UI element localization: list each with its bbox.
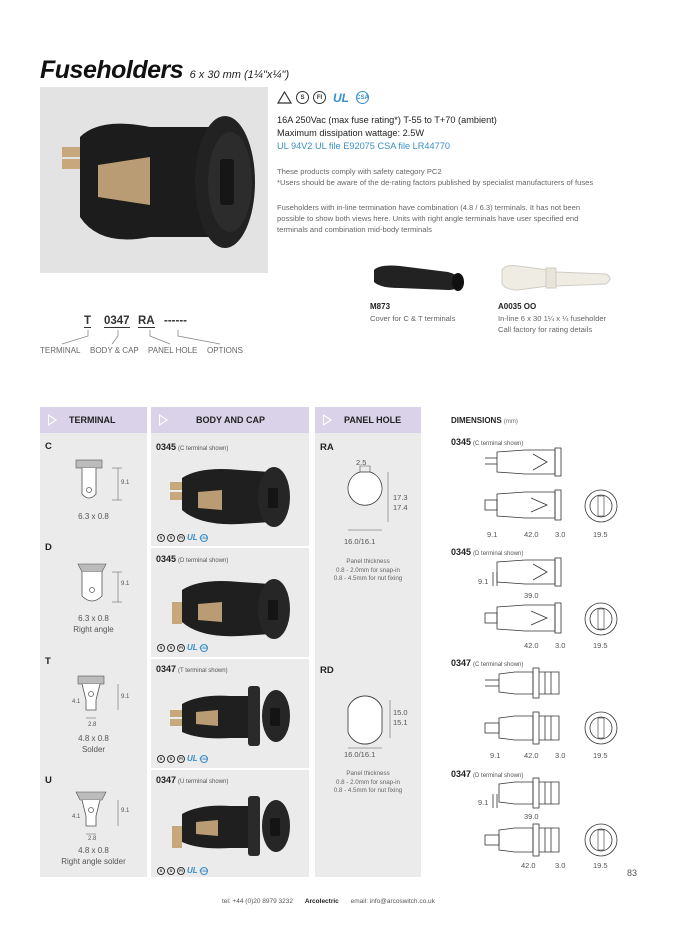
body-code-4	[156, 775, 228, 785]
terminal-t-size: 4.8 x 0.8	[78, 734, 109, 743]
panel-rd-w: 16.0/16.1	[344, 750, 376, 759]
body-0347-u-image	[170, 790, 295, 862]
body-code-2-shown: (D terminal shown)	[178, 558, 229, 564]
dim-1-b: 42.0	[524, 530, 539, 539]
note-inline-3: terminals and combination mid-body terminals	[277, 225, 432, 234]
s-cert-icon: S	[167, 755, 175, 763]
page-number: 83	[627, 868, 638, 878]
panel-hole-rd-drawing	[340, 696, 420, 756]
terminal-column-header	[40, 407, 147, 433]
dim-0345-d-top	[485, 603, 575, 633]
body-3-certs	[157, 754, 208, 763]
ul-cert-icon: UL	[187, 754, 198, 763]
spec-rating: 16A 250Vac (max fuse rating*) T-55 to T+70 (ambient)	[277, 115, 497, 125]
panel-note-line: 0.8 - 2.0mm for snap-in	[336, 778, 400, 786]
terminal-c-drawing	[72, 460, 134, 512]
dimensions-title: DIMENSIONS	[451, 416, 502, 425]
fi-cert-icon: FI	[313, 91, 326, 104]
panel-ra-h2: 17.4	[393, 503, 408, 512]
body-cap-column-header	[151, 407, 309, 433]
body-code-3	[156, 664, 228, 674]
play-arrow-icon	[48, 414, 57, 426]
panel-hole-column-header	[315, 407, 421, 433]
body-0345-d-image	[170, 572, 295, 642]
body-code-4-shown: (U terminal shown)	[178, 779, 229, 785]
dim-3-b: 42.0	[524, 751, 539, 760]
body-0347-t-image	[170, 680, 295, 752]
vde-cert-icon	[277, 91, 292, 104]
ul-cert-icon: UL	[333, 90, 349, 105]
body-1-certs	[157, 533, 208, 542]
ul-cert-icon: UL	[187, 533, 198, 542]
s-cert-icon: S	[167, 644, 175, 652]
terminal-d-size: 6.3 x 0.8	[78, 614, 109, 623]
dim-4-e: 19.5	[593, 861, 608, 870]
dim-code-4-shown: (D terminal shown)	[473, 773, 524, 779]
terminal-u-dim2: 4.1	[72, 814, 81, 820]
body-code-2-number: 0345	[156, 554, 177, 564]
accessory-desc-a0035-1: In-line 6 x 30 1¼ x ¼ fuseholder	[498, 314, 607, 323]
s-cert-icon: S	[157, 867, 165, 875]
dim-0345-c-front	[583, 488, 619, 524]
dim-code-1-number: 0345	[451, 437, 472, 447]
csa-cert-icon: CSA	[199, 535, 208, 540]
dim-0345-c-side	[485, 448, 575, 476]
terminal-t-type: Solder	[81, 745, 106, 754]
dim-0347-d-side	[485, 778, 575, 810]
terminal-u-dim: 9.1	[121, 808, 130, 814]
order-label-body: BODY & CAP	[90, 346, 139, 355]
panel-note-line: 0.8 - 4.5mm for nut fixing	[333, 575, 403, 582]
note-inline-1: Fuseholders with in-line termination have combination (4.8 / 6.3) terminals. It has not been	[277, 203, 581, 212]
panel-ra-w: 16.0/16.1	[344, 537, 376, 546]
certification-marks	[277, 91, 369, 104]
dim-code-2-shown: (D terminal shown)	[473, 551, 524, 557]
footer-tel: tel: +44 (0)20 8979 3232	[222, 898, 294, 905]
body-code-2	[156, 554, 228, 564]
csa-cert-icon: CSA	[356, 91, 369, 104]
dim-2-c: 42.0	[524, 641, 539, 650]
terminal-t-dim: 9.1	[121, 694, 130, 700]
panel-hole-code-rd: RD	[320, 665, 334, 676]
s-cert-icon: S	[296, 91, 309, 104]
panel-hole-ra-drawing	[340, 462, 420, 542]
note-inline-2: possible to show both views here. Units with right angle terminals have user specified end	[277, 214, 579, 223]
dim-2-e: 19.5	[593, 641, 608, 650]
dim-0347-c-side	[485, 668, 575, 698]
terminal-u-drawing	[72, 790, 134, 844]
row-divider	[151, 768, 309, 770]
row-divider	[151, 657, 309, 659]
page-title	[40, 56, 289, 85]
s-cert-icon: S	[157, 534, 165, 542]
dim-1-c: 3.0	[555, 530, 566, 539]
csa-cert-icon: CSA	[199, 645, 208, 650]
body-2-certs	[157, 643, 208, 652]
csa-cert-icon: CSA	[199, 756, 208, 761]
terminal-letter-d: D	[45, 542, 52, 553]
terminal-u-size: 4.8 x 0.8	[78, 846, 109, 855]
dim-code-3-number: 0347	[451, 658, 472, 668]
panel-note-line: 0.8 - 2.0mm for snap-in	[336, 566, 400, 574]
terminal-column-title: TERMINAL	[69, 415, 116, 425]
dim-code-3	[451, 658, 523, 668]
title-main: Fuseholders	[40, 56, 184, 84]
order-part-panel: RA	[138, 315, 155, 327]
note-derating: *Users should be aware of the de-rating factors published by specialist manufacturers of fuses	[277, 178, 594, 187]
accessory-code-a0035: A0035 OO	[498, 302, 537, 311]
s-cert-icon: S	[167, 534, 175, 542]
body-code-1	[156, 442, 228, 452]
panel-note-line: Panel thickness	[346, 558, 390, 565]
terminal-letter-t: T	[45, 656, 51, 667]
body-code-4-number: 0347	[156, 775, 177, 785]
terminal-t-dim3: 2.8	[88, 722, 97, 728]
body-code-3-shown: (T terminal shown)	[178, 668, 228, 674]
play-arrow-icon	[323, 414, 332, 426]
panel-rd-h2: 15.1	[393, 718, 408, 727]
dim-0347-d-front	[583, 822, 619, 858]
play-arrow-icon	[159, 414, 168, 426]
panel-note-line: 0.8 - 4.5mm for nut fixing	[333, 787, 403, 794]
spec-wattage: Maximum dissipation wattage: 2.5W	[277, 128, 425, 138]
order-label-options: OPTIONS	[207, 346, 244, 355]
footer	[222, 898, 435, 905]
dim-2-d: 3.0	[555, 641, 566, 650]
fi-cert-icon: FI	[177, 867, 185, 875]
fi-cert-icon: FI	[177, 534, 185, 542]
dim-3-a: 9.1	[490, 751, 501, 760]
terminal-letter-c: C	[45, 441, 52, 452]
spec-files: UL 94V2 UL file E92075 CSA file LR44770	[277, 141, 450, 151]
ul-cert-icon: UL	[187, 643, 198, 652]
dim-4-d: 3.0	[555, 861, 566, 870]
dim-2-a: 9.1	[478, 577, 489, 586]
fi-cert-icon: FI	[177, 644, 185, 652]
dim-code-2	[451, 547, 523, 557]
title-sub: 6 x 30 mm (1¼"x¼")	[189, 69, 290, 81]
dim-code-4-number: 0347	[451, 769, 472, 779]
s-cert-icon: S	[167, 867, 175, 875]
terminal-d-type: Right angle	[73, 625, 114, 634]
body-code-3-number: 0347	[156, 664, 177, 674]
terminal-t-drawing	[72, 674, 134, 728]
a0035-inline-image	[498, 258, 618, 298]
dim-code-2-number: 0345	[451, 547, 472, 557]
body-4-certs	[157, 866, 208, 875]
terminal-c-dim: 9.1	[121, 480, 130, 486]
terminal-d-drawing	[76, 562, 136, 612]
accessory-code-m873: M873	[370, 302, 391, 311]
panel-note-2	[315, 770, 421, 796]
terminal-d-dim: 9.1	[121, 581, 130, 587]
panel-note-line: Panel thickness	[346, 770, 390, 777]
dim-4-a: 9.1	[478, 798, 489, 807]
terminal-u-dim3: 2.8	[88, 836, 97, 842]
order-part-body: 0347	[104, 315, 130, 327]
dim-1-a: 9.1	[487, 530, 498, 539]
terminal-letter-u: U	[45, 775, 52, 786]
order-part-options: ------	[164, 315, 187, 327]
m873-cover-image	[370, 258, 470, 298]
dim-4-b: 39.0	[524, 812, 539, 821]
accessory-desc-a0035-2: Call factory for rating details	[498, 325, 593, 334]
dim-code-1-shown: (C terminal shown)	[473, 441, 524, 447]
hero-product-photo	[40, 87, 268, 273]
dim-1-d: 19.5	[593, 530, 608, 539]
fuseholder-illustration	[40, 87, 268, 273]
dimensions-unit: (mm)	[503, 419, 518, 425]
dim-3-c: 3.0	[555, 751, 566, 760]
dim-0347-d-top	[485, 824, 575, 856]
fi-cert-icon: FI	[177, 755, 185, 763]
dimensions-header	[451, 416, 518, 425]
dim-0345-c-top	[485, 490, 575, 520]
body-0345-c-image	[170, 460, 295, 530]
body-code-1-number: 0345	[156, 442, 177, 452]
dim-0347-c-front	[583, 710, 619, 746]
note-safety: These products comply with safety category PC2	[277, 167, 442, 176]
panel-ra-h1: 17.3	[393, 493, 408, 502]
panel-rd-h1: 15.0	[393, 708, 408, 717]
order-label-terminal: TERMINAL	[40, 346, 81, 355]
order-label-panel: PANEL HOLE	[148, 346, 198, 355]
panel-hole-column-title: PANEL HOLE	[344, 415, 402, 425]
terminal-c-size: 6.3 x 0.8	[78, 512, 109, 521]
dim-2-b: 39.0	[524, 591, 539, 600]
s-cert-icon: S	[157, 755, 165, 763]
row-divider	[151, 546, 309, 548]
dim-0345-d-side	[485, 558, 575, 588]
dim-0347-c-top	[485, 712, 575, 744]
order-part-terminal: T	[84, 315, 92, 327]
dim-0345-d-front	[583, 601, 619, 637]
panel-ra-top: 2.5	[356, 458, 367, 467]
accessory-desc-m873: Cover for C & T terminals	[370, 314, 456, 323]
footer-brand: Arcolectric	[304, 898, 339, 905]
panel-note-1	[315, 558, 421, 584]
body-cap-column-title: BODY AND CAP	[196, 415, 266, 425]
body-code-1-shown: (C terminal shown)	[178, 446, 229, 452]
dim-code-3-shown: (C terminal shown)	[473, 662, 524, 668]
terminal-u-type: Right angle solder	[61, 857, 126, 866]
panel-hole-code-ra: RA	[320, 442, 334, 453]
terminal-t-dim2: 4.1	[72, 699, 81, 705]
csa-cert-icon: CSA	[199, 868, 208, 873]
ul-cert-icon: UL	[187, 866, 198, 875]
dim-code-1	[451, 437, 523, 447]
dim-3-d: 19.5	[593, 751, 608, 760]
dim-4-c: 42.0	[521, 861, 536, 870]
s-cert-icon: S	[157, 644, 165, 652]
footer-email: email: info@arcoswitch.co.uk	[350, 898, 435, 905]
